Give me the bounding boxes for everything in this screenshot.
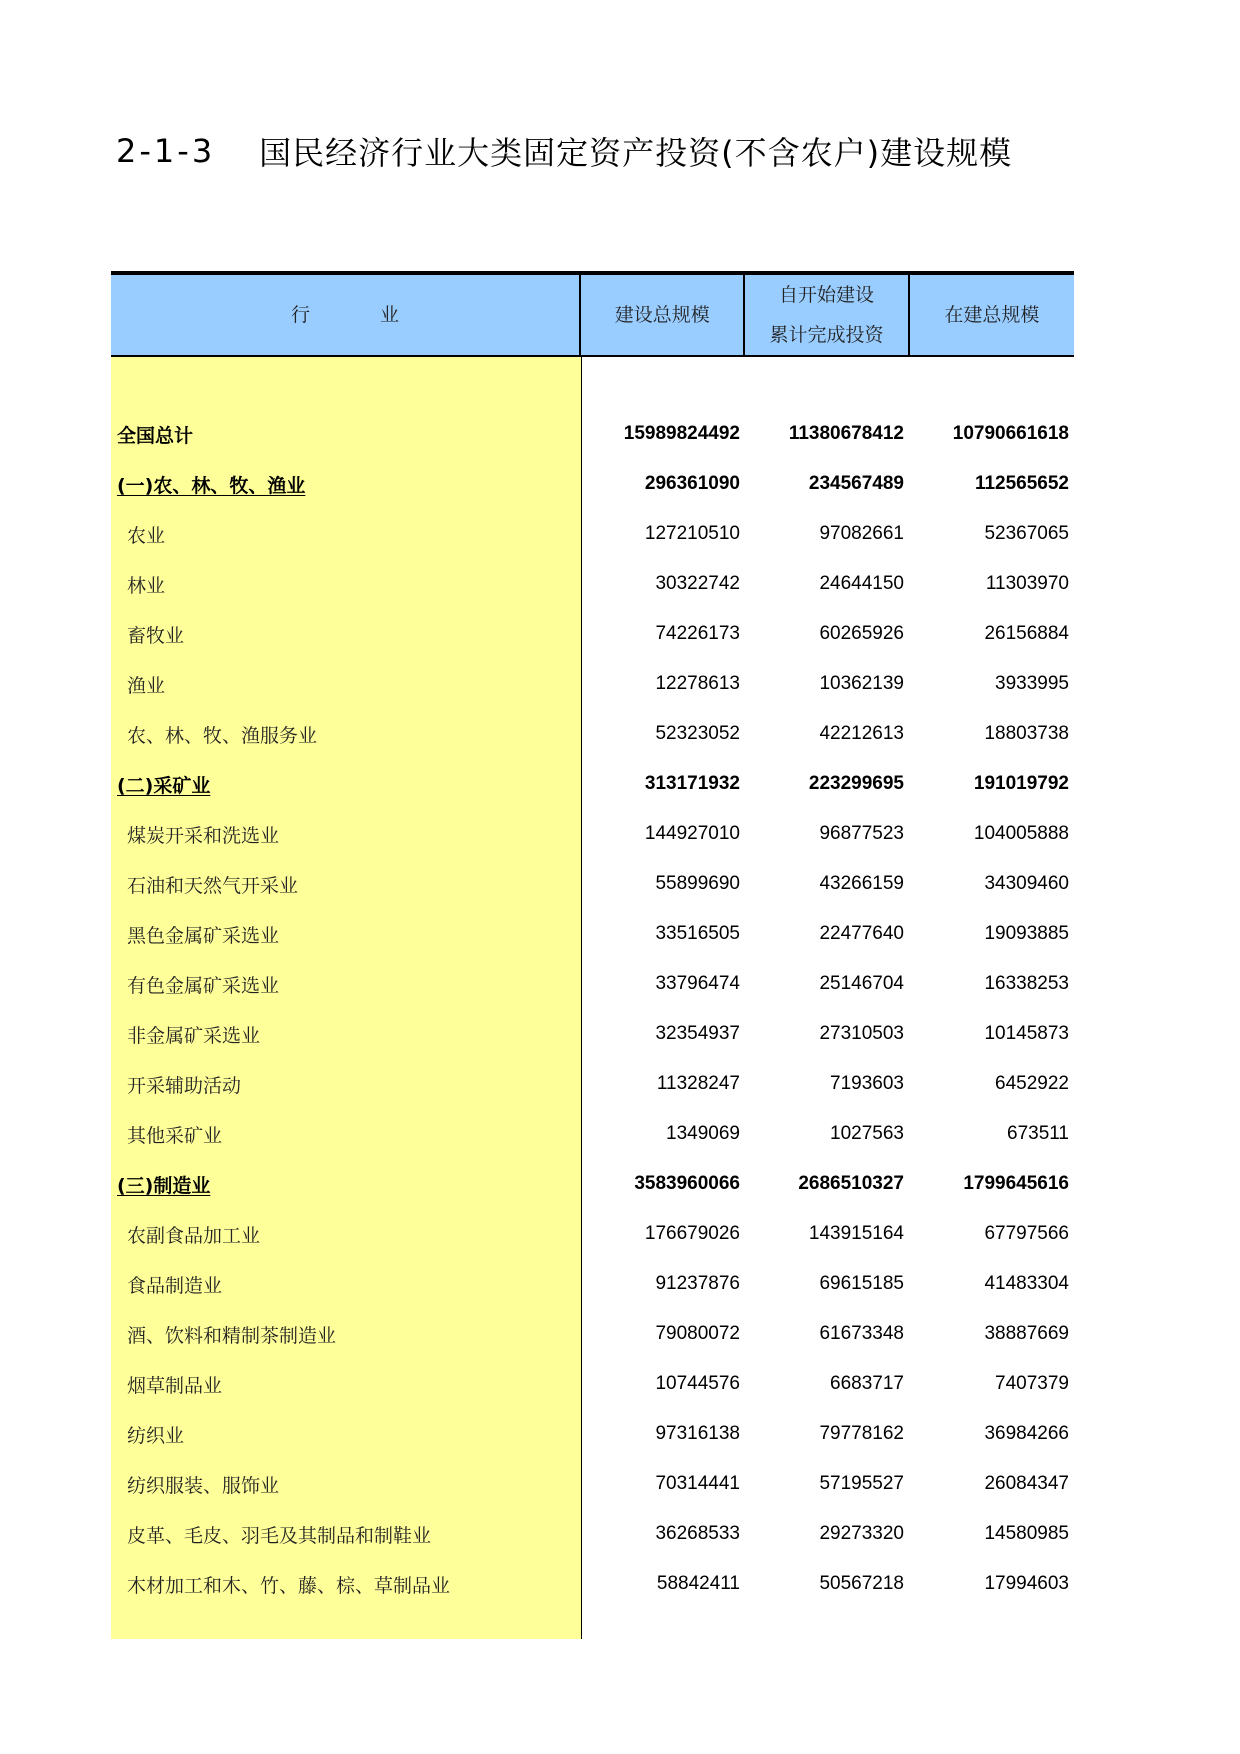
total-scale-value: 144927010 [644,823,740,844]
header-industry-part1: 行 [291,304,311,326]
header-total-scale: 建设总规模 [579,275,743,355]
cumulative-investment-value: 97082661 [819,523,904,544]
total-scale-value: 127210510 [644,523,740,544]
table-row [111,559,1074,609]
header-under-construction-scale: 在建总规模 [908,275,1074,355]
under-construction-value: 26084347 [984,1473,1069,1494]
total-scale-value: 70314441 [655,1473,740,1494]
under-construction-value: 16338253 [984,973,1069,994]
cumulative-investment-value: 43266159 [819,873,904,894]
total-scale-value: 30322742 [655,573,740,594]
under-construction-value: 104005888 [973,823,1069,844]
under-construction-value: 34309460 [984,873,1069,894]
industry-label: 烟草制品业 [127,1374,223,1397]
total-scale-value: 36268533 [655,1523,740,1544]
cumulative-investment-value: 1027563 [830,1123,904,1144]
under-construction-value: 67797566 [984,1223,1069,1244]
cumulative-investment-value: 61673348 [819,1323,904,1344]
table-row [111,1159,1074,1209]
industry-label: 食品制造业 [127,1274,223,1297]
industry-label: 纺织服装、服饰业 [127,1474,280,1497]
table-row [111,1509,1074,1559]
industry-label: 农业 [127,524,166,547]
total-scale-value: 91237876 [655,1273,740,1294]
under-construction-value: 38887669 [984,1323,1069,1344]
cumulative-investment-value: 2686510327 [798,1173,904,1194]
cumulative-investment-value: 24644150 [819,573,904,594]
cumulative-investment-value: 11380678412 [788,423,904,444]
cumulative-investment-value: 223299695 [808,773,904,794]
industry-label: 其他采矿业 [127,1124,223,1147]
table-row [111,509,1074,559]
table-rows [111,357,1074,1609]
industry-label: 林业 [127,574,166,597]
cumulative-investment-value: 50567218 [819,1573,904,1594]
table-row [111,909,1074,959]
under-construction-value: 36984266 [984,1423,1069,1444]
table-title: 国民经济行业大类固定资产投资(不含农户)建设规模 [259,134,1013,172]
total-scale-value: 296361090 [644,473,740,494]
industry-label: (三)制造业 [117,1174,211,1197]
total-scale-value: 15989824492 [623,423,740,444]
table-row [111,1359,1074,1409]
header-cumulative-line1: 自开始建设 [779,284,875,306]
table-row [111,1559,1074,1609]
total-scale-value: 32354937 [655,1023,740,1044]
total-scale-value: 1349069 [666,1123,740,1144]
industry-label: 有色金属矿采选业 [127,974,280,997]
industry-label: 黑色金属矿采选业 [127,924,280,947]
industry-label: 皮革、毛皮、羽毛及其制品和制鞋业 [127,1524,432,1547]
table-row [111,1459,1074,1509]
spacer-row [111,357,1074,409]
header-industry [111,275,579,355]
table-row [111,1409,1074,1459]
industry-label: 非金属矿采选业 [127,1024,261,1047]
cumulative-investment-value: 10362139 [819,673,904,694]
industry-label: 石油和天然气开采业 [127,874,299,897]
industry-label: 纺织业 [127,1424,185,1447]
total-scale-value: 176679026 [644,1223,740,1244]
table-row [111,409,1074,459]
under-construction-value: 6452922 [995,1073,1069,1094]
under-construction-value: 41483304 [984,1273,1069,1294]
under-construction-value: 673511 [1007,1123,1069,1144]
under-construction-value: 26156884 [984,623,1069,644]
under-construction-value: 7407379 [995,1373,1069,1394]
total-scale-value: 10744576 [655,1373,740,1394]
page-title [116,126,1012,176]
header-cumulative-line2: 累计完成投资 [769,324,884,346]
table-body [111,357,1074,1639]
table-row [111,809,1074,859]
table-row [111,959,1074,1009]
total-scale-value: 3583960066 [634,1173,740,1194]
cumulative-investment-value: 79778162 [819,1423,904,1444]
table-number: 2-1-3 [116,132,216,170]
total-scale-value: 97316138 [655,1423,740,1444]
cumulative-investment-value: 96877523 [819,823,904,844]
table-row [111,759,1074,809]
table-row [111,1109,1074,1159]
industry-label: 渔业 [127,674,166,697]
under-construction-value: 191019792 [973,773,1069,794]
industry-label: 酒、饮料和精制茶制造业 [127,1324,337,1347]
industry-label: (二)采矿业 [117,774,211,797]
under-construction-value: 11303970 [985,573,1069,594]
total-scale-value: 33796474 [655,973,740,994]
total-scale-value: 12278613 [655,673,740,694]
under-construction-value: 3933995 [995,673,1069,694]
table-row [111,1259,1074,1309]
header-industry-part2: 业 [380,304,400,326]
industry-label: 开采辅助活动 [127,1074,242,1097]
under-construction-value: 112565652 [974,473,1069,494]
investment-table [111,271,1074,1639]
under-construction-value: 1799645616 [963,1173,1069,1194]
total-scale-value: 33516505 [655,923,740,944]
total-scale-value: 58842411 [656,1573,740,1594]
under-construction-value: 17994603 [984,1573,1069,1594]
under-construction-value: 10790661618 [952,423,1069,444]
table-row [111,659,1074,709]
total-scale-value: 52323052 [655,723,740,744]
under-construction-value: 18803738 [984,723,1069,744]
cumulative-investment-value: 29273320 [819,1523,904,1544]
header-cumulative-investment [743,275,907,355]
cumulative-investment-value: 60265926 [819,623,904,644]
industry-label: 全国总计 [117,424,194,447]
industry-label: 木材加工和木、竹、藤、棕、草制品业 [127,1574,451,1597]
cumulative-investment-value: 42212613 [819,723,904,744]
table-row [111,609,1074,659]
cumulative-investment-value: 143915164 [808,1223,904,1244]
total-scale-value: 79080072 [655,1323,740,1344]
industry-label: 煤炭开采和洗选业 [127,824,280,847]
cumulative-investment-value: 234567489 [808,473,904,494]
table-row [111,459,1074,509]
under-construction-value: 14580985 [984,1523,1069,1544]
under-construction-value: 52367065 [984,523,1069,544]
cumulative-investment-value: 7193603 [830,1073,904,1094]
industry-label: 农、林、牧、渔服务业 [127,724,318,747]
total-scale-value: 74226173 [655,623,740,644]
industry-label: 农副食品加工业 [127,1224,261,1247]
table-row [111,859,1074,909]
table-row [111,1059,1074,1109]
total-scale-value: 55899690 [655,873,740,894]
under-construction-value: 19093885 [984,923,1069,944]
table-row [111,1009,1074,1059]
total-scale-value: 11328247 [656,1073,740,1094]
cumulative-investment-value: 22477640 [819,923,904,944]
cumulative-investment-value: 57195527 [819,1473,904,1494]
total-scale-value: 313171932 [644,773,740,794]
cumulative-investment-value: 25146704 [819,973,904,994]
table-row [111,1309,1074,1359]
cumulative-investment-value: 27310503 [819,1023,904,1044]
table-row [111,709,1074,759]
cumulative-investment-value: 69615185 [819,1273,904,1294]
table-row [111,1209,1074,1259]
table-header [111,271,1074,357]
industry-label: (一)农、林、牧、渔业 [117,474,306,497]
under-construction-value: 10145873 [984,1023,1069,1044]
industry-label: 畜牧业 [127,624,185,647]
cumulative-investment-value: 6683717 [830,1373,904,1394]
